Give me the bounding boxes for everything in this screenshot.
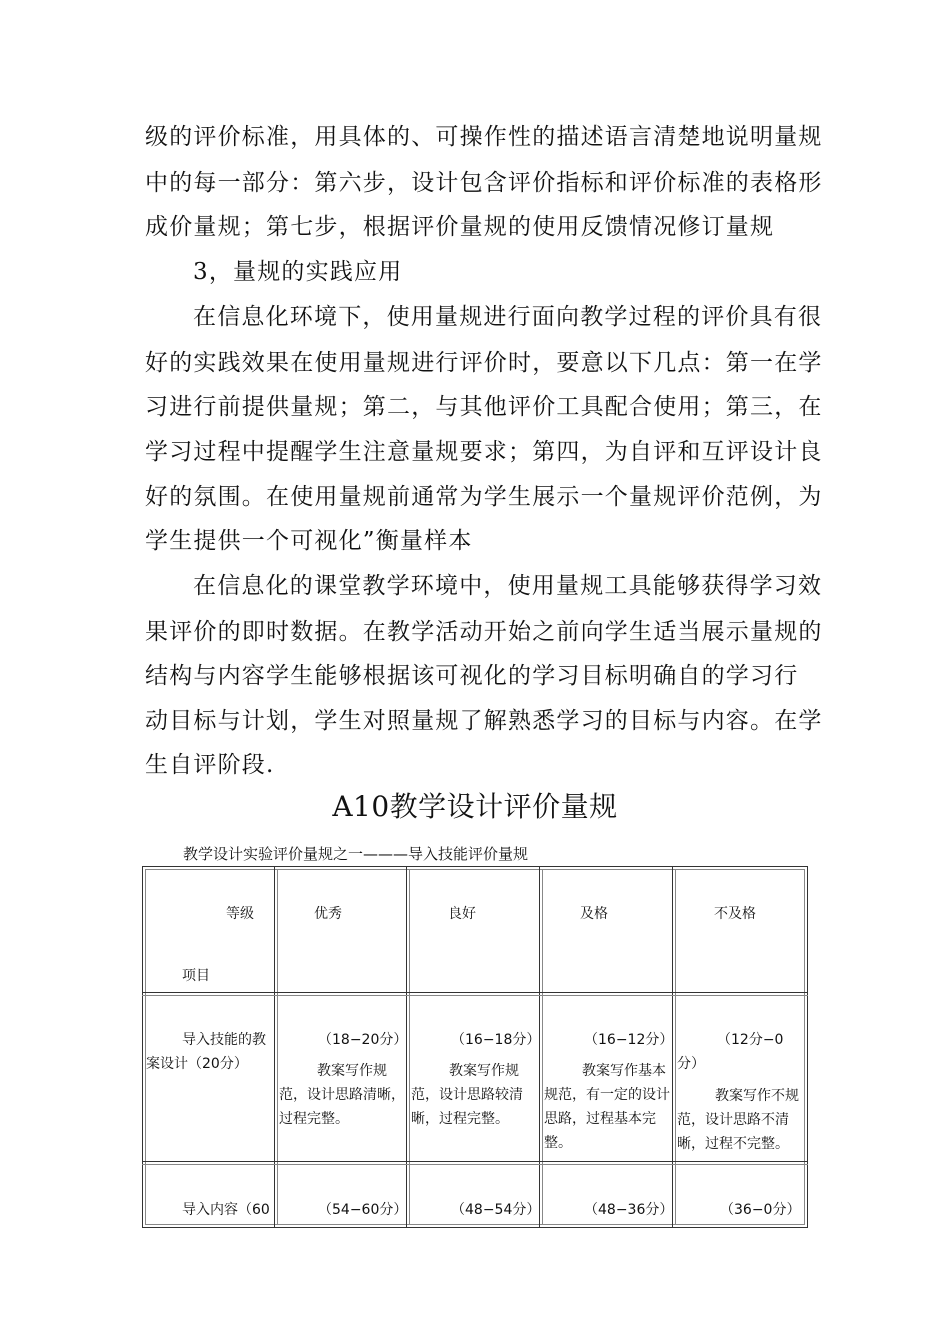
row1-score-fail: （12分−0分） <box>677 1032 784 1072</box>
body-line: 中的每一部分：第六步，设计包含评价指标和评价标准的表格形 <box>145 170 823 196</box>
row1-score-good: （16−18分） <box>451 1032 541 1048</box>
rubric-table <box>142 866 808 1228</box>
table-title: A10教学设计评价量规 <box>332 790 618 823</box>
row2-score-fail: （36−0分） <box>720 1202 801 1218</box>
row2-score-pass: （48−36分） <box>584 1202 674 1218</box>
body-line: 生自评阶段. <box>145 752 275 778</box>
body-line: 级的评价标准，用具体的、可操作性的描述语言清楚地说明量规 <box>145 124 823 150</box>
body-line: 学生提供一个可视化”衡量样本 <box>145 528 473 554</box>
row2-score-good: （48−54分） <box>451 1202 541 1218</box>
header-grade: 等级 <box>226 906 254 922</box>
body-line: 果评价的即时数据。在教学活动开始之前向学生适当展示量规的 <box>145 619 823 645</box>
level-good: 良好 <box>448 906 476 922</box>
body-line: 动目标与计划，学生对照量规了解熟悉学习的目标与内容。在学 <box>145 708 823 734</box>
row1-item: 导入技能的教案设计（20分） <box>146 1032 266 1072</box>
level-excellent: 优秀 <box>314 906 342 922</box>
body-line: 在信息化的课堂教学环境中，使用量规工具能够获得学习效 <box>193 573 823 599</box>
row1-desc-excellent: 教案写作规范，设计思路清晰，过程完整。 <box>279 1063 405 1127</box>
body-line: 好的氛围。在使用量规前通常为学生展示一个量规评价范例，为 <box>145 484 823 510</box>
body-line: 结构与内容学生能够根据该可视化的学习目标明确自的学习行 <box>145 663 799 689</box>
level-fail: 不及格 <box>714 906 756 922</box>
table-subtitle: 教学设计实验评价量规之一———导入技能评价量规 <box>183 845 529 863</box>
row1-score-excellent: （18−20分） <box>318 1032 408 1048</box>
header-item: 项目 <box>182 968 210 984</box>
body-line: 在信息化环境下，使用量规进行面向教学过程的评价具有很 <box>193 304 823 330</box>
body-line: 习进行前提供量规；第二，与其他评价工具配合使用；第三，在 <box>145 394 823 420</box>
row1-score-pass: （16−12分） <box>584 1032 674 1048</box>
row1-desc-fail: 教案写作不规范，设计思路不清晰，过程不完整。 <box>677 1088 799 1152</box>
row2-item: 导入内容（60 <box>182 1202 270 1218</box>
body-line: 成价量规；第七步，根据评价量规的使用反馈情况修订量规 <box>145 214 775 240</box>
body-line: 好的实践效果在使用量规进行评价时，要意以下几点：第一在学 <box>145 350 823 376</box>
row1-desc-good: 教案写作规范，设计思路较清晰，过程完整。 <box>411 1063 523 1127</box>
section-heading: 3，量规的实践应用 <box>193 259 403 285</box>
row2-score-excellent: （54−60分） <box>318 1202 408 1218</box>
row1-desc-pass: 教案写作基本规范，有一定的设计思路，过程基本完整。 <box>544 1063 670 1151</box>
level-pass: 及格 <box>580 906 608 922</box>
body-line: 学习过程中提醒学生注意量规要求；第四，为自评和互评设计良 <box>145 439 823 465</box>
